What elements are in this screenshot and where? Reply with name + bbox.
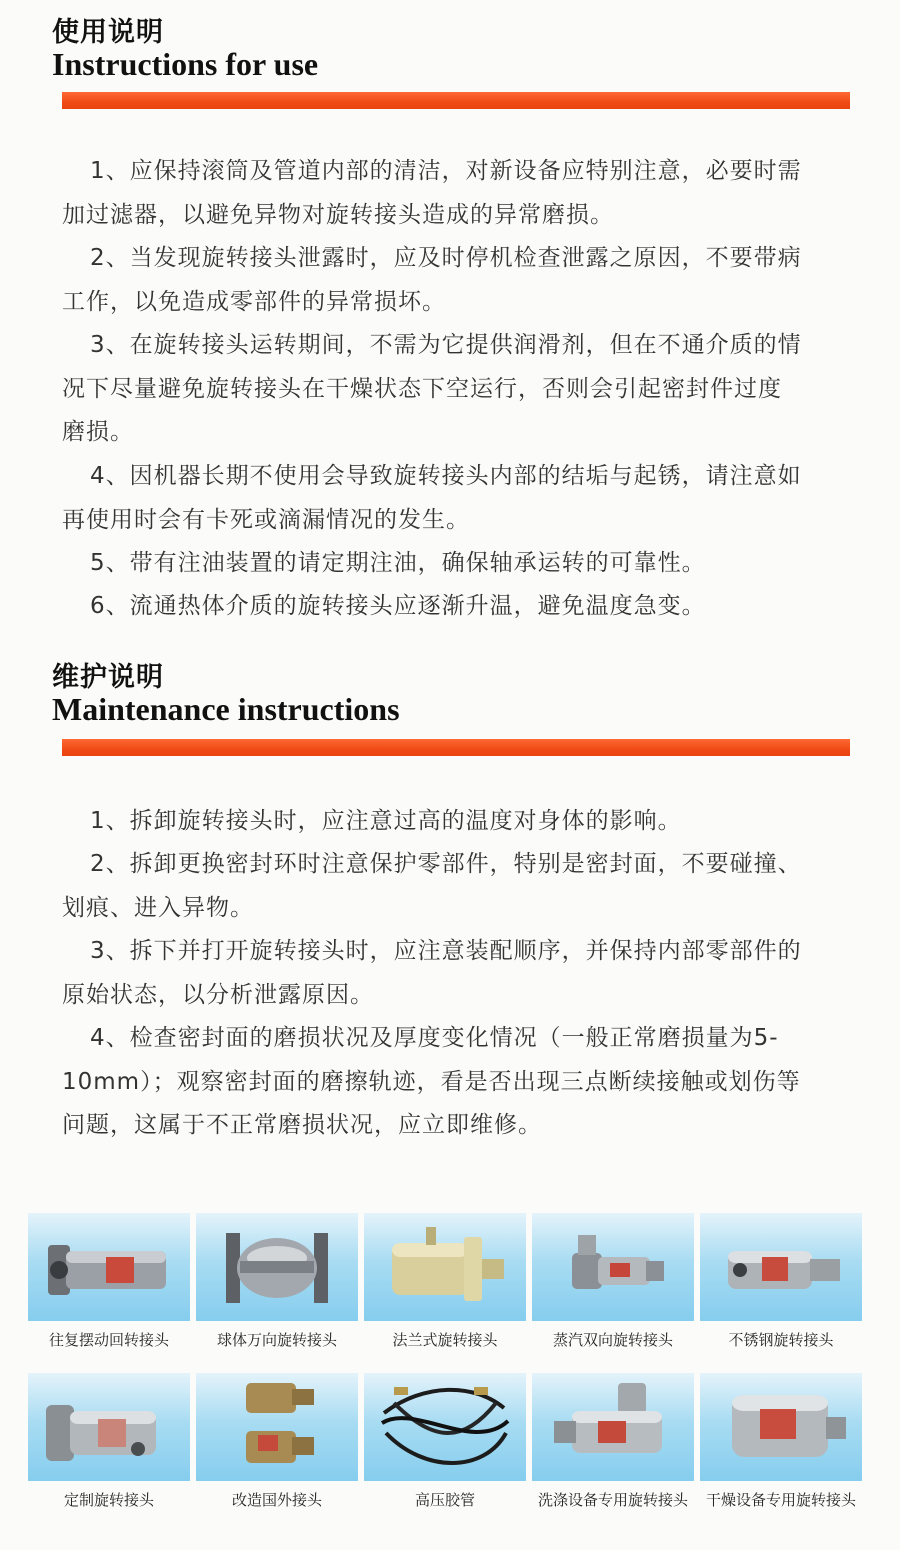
product-card [532,1213,694,1350]
maintenance-item-2: 2、拆卸更换密封环时注意保护零部件，特别是密封面，不要碰撞、划痕、进入异物。 [62,851,802,921]
maintenance-divider-bar [62,739,850,756]
product-card [196,1373,358,1510]
drying-equipment-joint-icon [700,1373,862,1481]
product-caption: 球体万向旋转接头 [216,1331,337,1349]
ball-universal-joint-icon [196,1213,358,1321]
product-caption: 蒸汽双向旋转接头 [552,1331,673,1349]
reciprocating-joint-icon [28,1213,190,1321]
product-card [28,1373,190,1510]
modified-foreign-joint-icon [196,1373,358,1481]
product-card [28,1213,190,1350]
maintenance-item-4: 4、检查密封面的磨损状况及厚度变化情况（一般正常磨损量为5-10mm）；观察密封面的磨擦轨迹，看是否出现三点断续接触或划伤等问题，这属于不正常磨损状况，应立即维修。 [62,1025,801,1138]
instruction-item-2: 2、当发现旋转接头泄露时，应及时停机检查泄露之原因，不要带病工作，以免造成零部件的异常损坏。 [62,245,802,315]
maintenance-item-3: 3、拆下并打开旋转接头时，应注意装配顺序，并保持内部零部件的原始状态，以分析泄露原因。 [62,938,802,1008]
instruction-item-1: 1、应保持滚筒及管道内部的清洁，对新设备应特别注意，必要时需加过滤器，以避免异物对旋转接头造成的异常磨损。 [62,158,802,228]
steam-two-way-joint-icon [532,1213,694,1321]
product-card [196,1213,358,1350]
product-caption: 定制旋转接头 [63,1491,154,1509]
maintenance-title-cn: 维护说明 [52,662,164,693]
product-caption: 改造国外接头 [231,1491,322,1509]
instruction-item-5: 5、带有注油装置的请定期注油，确保轴承运转的可靠性。 [90,550,706,576]
washing-equipment-joint-icon [532,1373,694,1481]
product-card [364,1373,526,1510]
product-card [700,1213,862,1350]
instructions-divider-bar [62,92,850,109]
instructions-title-en: Instructions for use [52,46,319,82]
product-card [364,1213,526,1350]
maintenance-item-1: 1、拆卸旋转接头时，应注意过高的温度对身体的影响。 [90,808,682,834]
instruction-item-3: 3、在旋转接头运转期间，不需为它提供润滑剂，但在不通介质的情况下尽量避免旋转接头在干燥状态下空运行，否则会引起密封件过度磨损。 [62,332,802,445]
flange-joint-icon [364,1213,526,1321]
instruction-item-6: 6、流通热体介质的旋转接头应逐渐升温，避免温度急变。 [90,593,706,619]
product-card [532,1373,694,1510]
instructions-title-cn: 使用说明 [52,17,164,48]
product-caption: 干燥设备专用旋转接头 [705,1491,856,1509]
product-caption: 往复摆动回转接头 [48,1331,169,1349]
stainless-steel-joint-icon [700,1213,862,1321]
high-pressure-hose-icon [364,1373,526,1481]
product-caption: 高压胶管 [414,1491,475,1509]
custom-joint-icon [28,1373,190,1481]
product-caption: 洗涤设备专用旋转接头 [537,1491,688,1509]
product-caption: 法兰式旋转接头 [392,1331,498,1349]
product-caption: 不锈钢旋转接头 [728,1331,834,1349]
product-card [700,1373,862,1510]
maintenance-title-en: Maintenance instructions [52,691,400,727]
instruction-item-4: 4、因机器长期不使用会导致旋转接头内部的结垢与起锈，请注意如再使用时会有卡死或滴漏情况的发生。 [62,463,802,533]
